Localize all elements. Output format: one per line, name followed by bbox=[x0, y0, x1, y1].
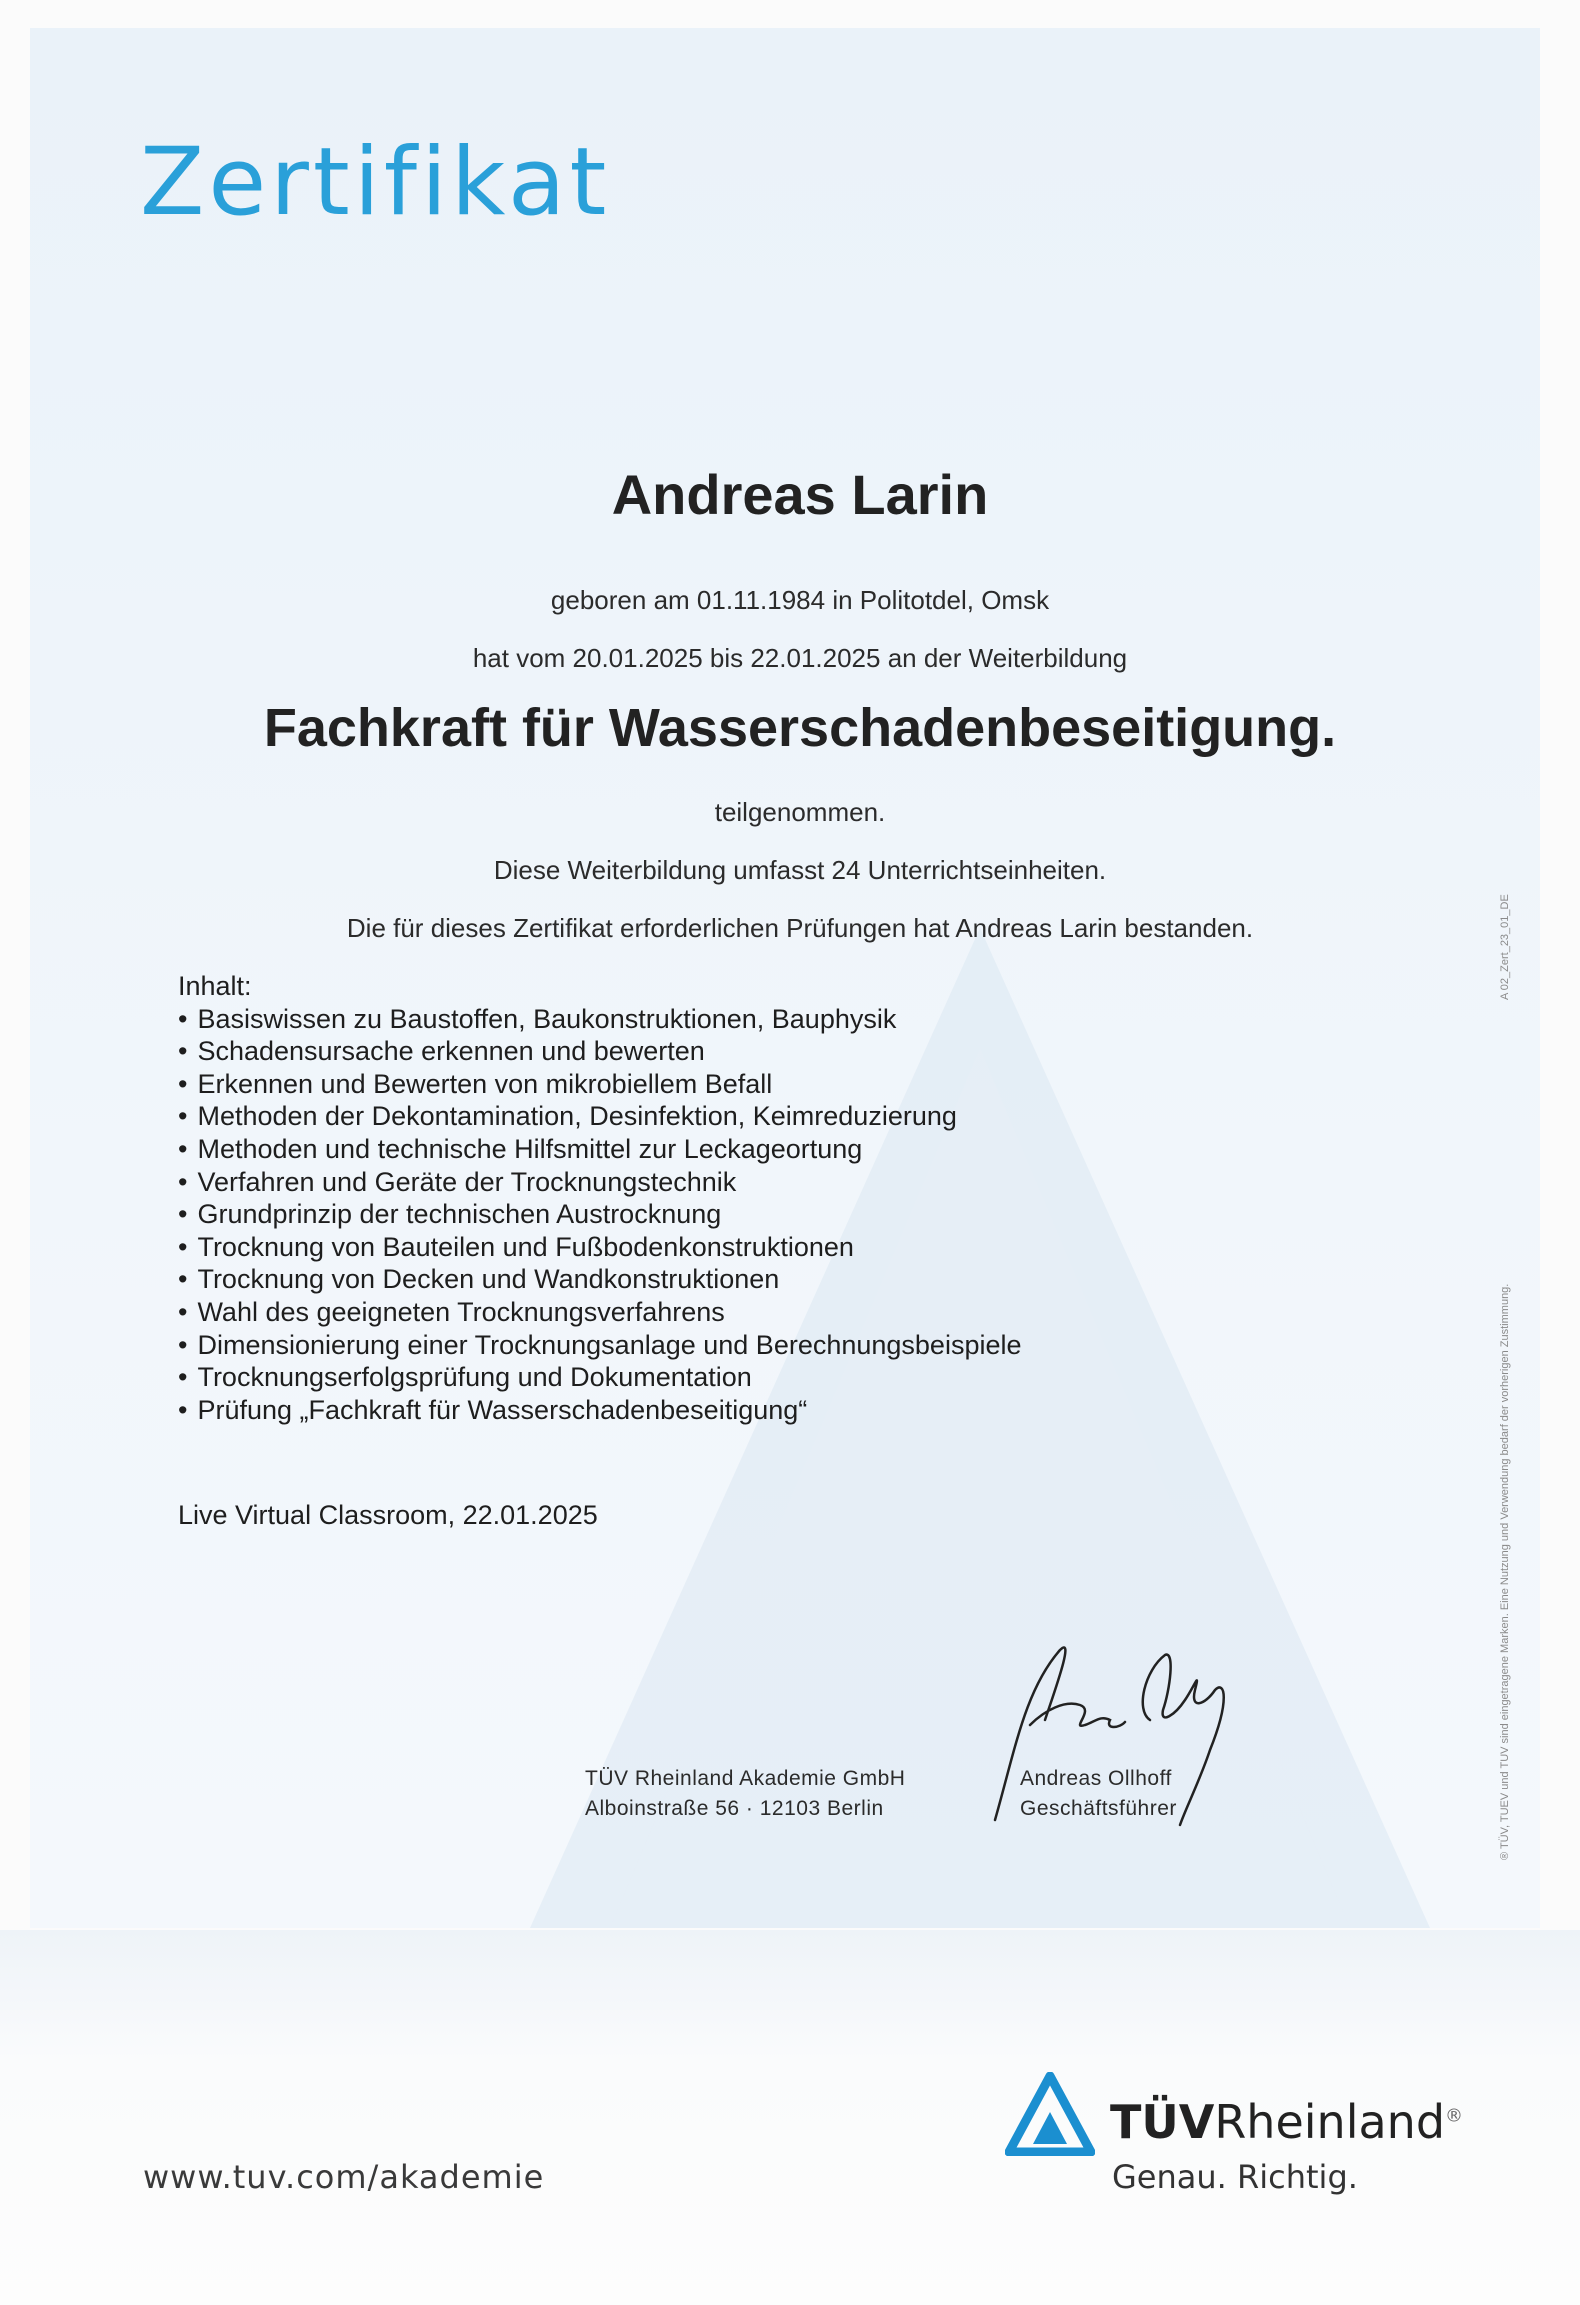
list-item: • Grundprinzip der technischen Austrocknung bbox=[178, 1198, 1022, 1231]
signer-role: Geschäftsführer bbox=[1020, 1797, 1177, 1820]
hours-line: Diese Weiterbildung umfasst 24 Unterrichtseinheiten. bbox=[493, 855, 1107, 885]
list-item: • Schadensursache erkennen und bewerten bbox=[178, 1035, 1022, 1068]
issuer-address: Alboinstraße 56 · 12103 Berlin bbox=[585, 1797, 884, 1820]
website-link[interactable]: www.tuv.com/akademie bbox=[143, 2158, 545, 2196]
exam-line: Die für dieses Zertifikat erforderlichen Prüfungen hat Andreas Larin bestanden. bbox=[346, 913, 1254, 943]
course-title: Fachkraft für Wasserschadenbeseitigung. bbox=[263, 698, 1337, 758]
list-item: • Trocknung von Bauteilen und Fußbodenkonstruktionen bbox=[178, 1231, 1022, 1264]
signer-name: Andreas Ollhoff bbox=[1020, 1767, 1172, 1790]
list-item: • Verfahren und Geräte der Trocknungstechnik bbox=[178, 1166, 1022, 1199]
period-line: hat vom 20.01.2025 bis 22.01.2025 an der Weiterbildung bbox=[472, 643, 1128, 673]
list-item: • Basiswissen zu Baustoffen, Baukonstruktionen, Bauphysik bbox=[178, 1003, 1022, 1036]
brand-name bbox=[1110, 2095, 1463, 2149]
content-label: Inhalt: bbox=[178, 971, 252, 1001]
list-item: • Methoden der Dekontamination, Desinfektion, Keimreduzierung bbox=[178, 1100, 1022, 1133]
signer-block bbox=[1020, 1764, 1177, 1824]
content-section bbox=[178, 970, 1022, 1426]
birth-line: geboren am 01.11.1984 in Politotdel, Omsk bbox=[550, 585, 1050, 615]
participated-line: teilgenommen. bbox=[714, 797, 886, 827]
list-item: • Trocknung von Decken und Wandkonstruktionen bbox=[178, 1263, 1022, 1296]
list-item: • Erkennen und Bewerten von mikrobiellem Befall bbox=[178, 1068, 1022, 1101]
certificate-title: Zertifikat bbox=[140, 128, 611, 237]
issuer-block bbox=[585, 1764, 905, 1824]
recipient-name: Andreas Larin bbox=[611, 463, 989, 526]
brand-part2: Rheinland bbox=[1214, 2095, 1446, 2149]
form-code: A 02_Zert_23_01_DE bbox=[1499, 894, 1511, 1000]
list-item: • Wahl des geeigneten Trocknungsverfahrens bbox=[178, 1296, 1022, 1329]
list-item: • Prüfung „Fachkraft für Wasserschadenbeseitigung“ bbox=[178, 1394, 1022, 1427]
content-list bbox=[178, 1003, 1022, 1427]
brand-slogan: Genau. Richtig. bbox=[1112, 2158, 1358, 2196]
place-date: Live Virtual Classroom, 22.01.2025 bbox=[178, 1500, 598, 1530]
issuer-name: TÜV Rheinland Akademie GmbH bbox=[585, 1767, 906, 1790]
list-item: • Dimensionierung einer Trocknungsanlage und Berechnungsbeispiele bbox=[178, 1329, 1022, 1362]
registered-mark: ® bbox=[1445, 2105, 1464, 2127]
tuv-triangle-icon bbox=[1005, 2072, 1095, 2156]
list-item: • Methoden und technische Hilfsmittel zur Leckageortung bbox=[178, 1133, 1022, 1166]
list-item: • Trocknungserfolgsprüfung und Dokumentation bbox=[178, 1361, 1022, 1394]
brand-part1: TÜV bbox=[1110, 2095, 1215, 2149]
trademark-note: ® TÜV, TUEV und TUV sind eingetragene Marken. Eine Nutzung und Verwendung bedarf der vorherigen Zustimmung. bbox=[1499, 1283, 1511, 1860]
